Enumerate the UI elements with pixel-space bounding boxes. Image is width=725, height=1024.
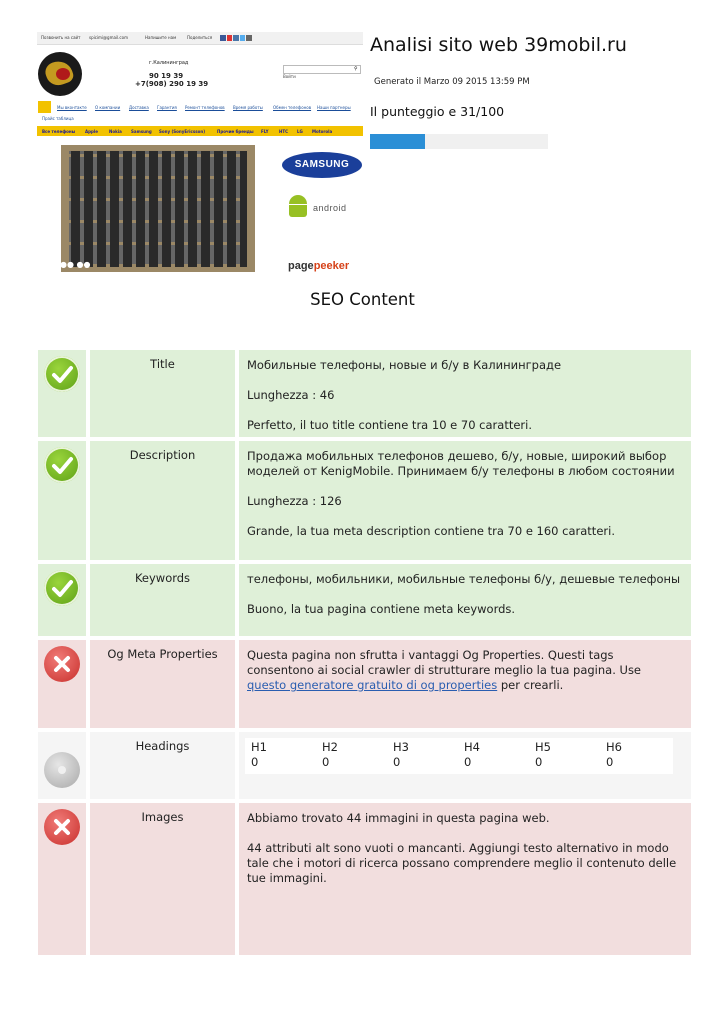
heading-count-col: H2 0 xyxy=(322,740,338,769)
seo-row-title xyxy=(38,350,691,437)
check-icon xyxy=(44,570,80,606)
thumb-subnav: Прайс таблица xyxy=(42,116,74,121)
row-label: Og Meta Properties xyxy=(107,647,218,661)
thumb-login-link: Войти xyxy=(283,74,296,79)
thumb-brand: Sony (SonyEricsson) xyxy=(159,129,206,134)
pagepeeker-logo: pagepeeker xyxy=(288,260,350,272)
thumb-brand-bar xyxy=(37,126,363,136)
title-value: Мобильные телефоны, новые и б/у в Калининграде xyxy=(247,358,562,372)
thumb-brand: Прочие бренды xyxy=(217,129,254,134)
thumb-nav-item: Гарантия xyxy=(157,105,177,110)
phones-photo xyxy=(61,145,255,272)
kenig-mobile-logo xyxy=(38,52,82,96)
thumb-search-box xyxy=(283,65,361,74)
keywords-value: телефоны, мобильники, мобильные телефоны б/у, дешевые телефоны xyxy=(247,572,681,586)
description-value: Продажа мобильных телефонов дешево, б/у, новые, широкий выбор моделей от KenigMobile. Принимаем б/у телефоны в любом состоянии xyxy=(247,449,675,478)
thumb-nav-item: О компании xyxy=(95,105,121,110)
row-label: Description xyxy=(129,448,196,462)
seo-row-keywords xyxy=(38,564,691,636)
description-length: Lunghezza : 126 xyxy=(247,494,342,508)
thumb-email: spicimi@gmail.com xyxy=(89,35,128,40)
row-label: Images xyxy=(141,810,184,824)
thumb-nav-item: Обмен телефонов xyxy=(273,105,312,110)
android-robot-icon xyxy=(287,195,309,219)
title-note: Perfetto, il tuo title contiene tra 10 e 70 caratteri. xyxy=(247,418,533,432)
generated-date: Generato il Marzo 09 2015 13:59 PM xyxy=(374,77,530,87)
error-x-icon xyxy=(44,646,80,682)
images-note: 44 attributi alt sono vuoti o mancanti. Aggiungi testo alternativo in modo tale che i motori di ricerca possano comprendere meglio il contenuto delle tue immagini. xyxy=(247,841,677,885)
error-x-icon xyxy=(44,809,80,845)
thumb-brand: Motorola xyxy=(312,129,333,134)
page-title: Analisi sito web 39mobil.ru xyxy=(370,34,627,56)
seo-row-headings xyxy=(38,732,691,799)
thumb-brand: LG xyxy=(297,129,303,134)
seo-row-og-properties xyxy=(38,640,691,728)
thumb-write-link: Напишите нам xyxy=(145,35,177,40)
row-label: Keywords xyxy=(134,571,191,585)
search-icon: ⚲ xyxy=(354,66,358,72)
neutral-disc-icon xyxy=(44,752,80,788)
row-label: Headings xyxy=(135,739,190,753)
thumb-nav-item: Ремонт телефонов xyxy=(185,105,225,110)
heading-count-col: H1 0 xyxy=(251,740,267,769)
thumb-brand: Nokia xyxy=(109,129,122,134)
samsung-logo: SAMSUNG xyxy=(282,152,362,178)
heading-count-col: H4 0 xyxy=(464,740,480,769)
thumb-city: г.Калининград xyxy=(149,60,189,66)
slider-dots: ●●● ●● xyxy=(53,260,91,269)
score-bar xyxy=(370,134,548,149)
headings-table xyxy=(245,738,673,774)
description-note: Grande, la tua meta description contiene tra 70 e 160 caratteri. xyxy=(247,524,615,538)
thumb-nav-item: Наши партнеры xyxy=(317,105,351,110)
heading-count-col: H5 0 xyxy=(535,740,551,769)
thumb-nav-item: Время работы xyxy=(233,105,263,110)
thumb-call-link: Позвонить на сайт xyxy=(41,35,81,40)
heading-count-col: H3 0 xyxy=(393,740,409,769)
check-icon xyxy=(44,447,80,483)
score-text: Il punteggio e 31/100 xyxy=(370,104,505,119)
thumb-phone-1: 90 19 39 xyxy=(149,72,184,80)
thumb-brand: Samsung xyxy=(131,129,152,134)
thumb-brand: FLY xyxy=(261,129,269,134)
row-label: Title xyxy=(150,357,175,371)
thumb-share: Поделиться xyxy=(187,35,213,40)
og-generator-link[interactable]: questo generatore gratuito di og properties xyxy=(247,678,498,692)
section-title: SEO Content xyxy=(310,290,415,309)
thumb-brand: HTC xyxy=(279,129,289,134)
android-logo-text: android xyxy=(313,203,347,213)
og-text: Questa pagina non sfrutta i vantaggi Og Properties. Questi tags consentono ai social crawler di strutturare meglio la tua pagina. Use questo generatore gratuito di og properties per crearli. xyxy=(247,648,642,692)
social-icons xyxy=(220,35,252,41)
images-found: Abbiamo trovato 44 immagini in questa pagina web. xyxy=(247,811,550,825)
thumb-topbar xyxy=(37,32,363,45)
check-icon xyxy=(44,356,80,392)
seo-row-images xyxy=(38,803,691,955)
seo-row-description xyxy=(38,441,691,560)
thumb-brand: Apple xyxy=(85,129,98,134)
thumb-nav-item: Доставка xyxy=(129,105,149,110)
keywords-note: Buono, la tua pagina contiene meta keywords. xyxy=(247,602,516,616)
thumb-brand: Все телефоны xyxy=(42,129,76,134)
title-length: Lunghezza : 46 xyxy=(247,388,335,402)
thumb-nav xyxy=(37,101,363,113)
heading-count-col: H6 0 xyxy=(606,740,622,769)
thumb-phone-2: +7(908) 290 19 39 xyxy=(135,80,209,88)
score-bar-fill xyxy=(370,134,425,149)
home-icon xyxy=(38,101,51,113)
thumb-nav-item: Мы вконтакте xyxy=(57,105,87,110)
